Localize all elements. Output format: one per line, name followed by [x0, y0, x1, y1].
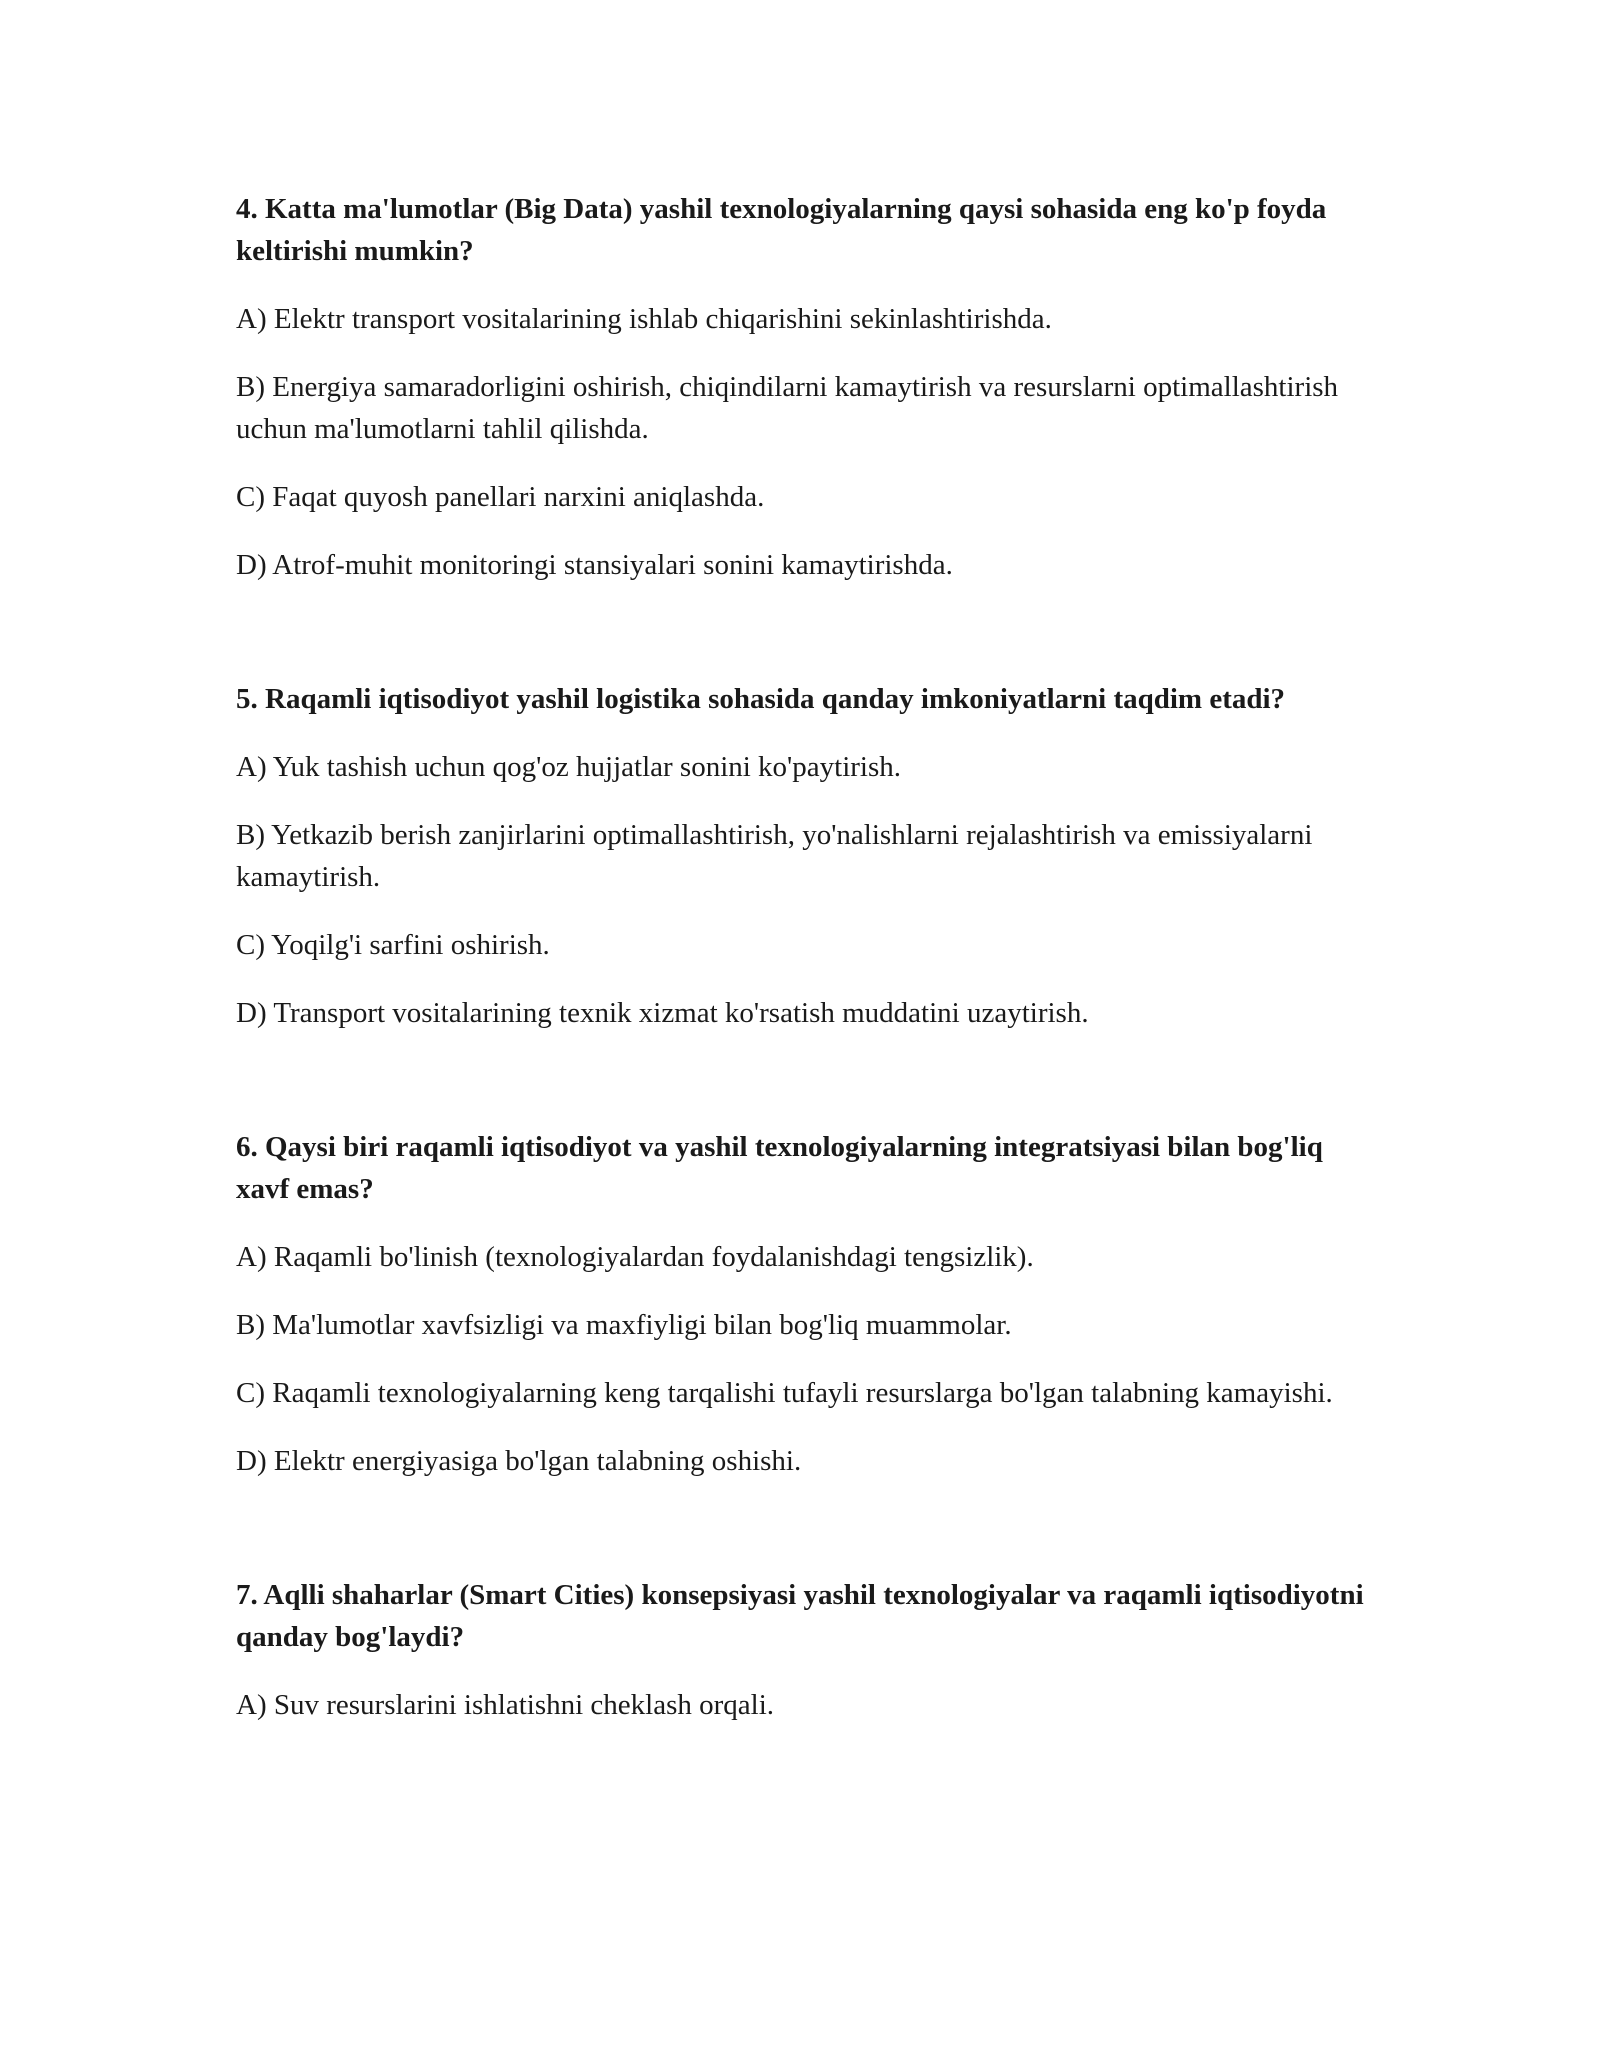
option-d: D) Atrof-muhit monitoringi stansiyalari sonini kamaytirishda. — [236, 549, 953, 581]
option-c: C) Yoqilg'i sarfini oshirish. — [236, 929, 550, 961]
question-block-5 — [236, 678, 1366, 1034]
option-b: B) Ma'lumotlar xavfsizligi va maxfiyligi bilan bog'liq muammolar. — [236, 1309, 1012, 1341]
question-block-6 — [236, 1126, 1366, 1482]
question-block-7 — [236, 1574, 1366, 1726]
option-b: B) Energiya samaradorligini oshirish, chiqindilarni kamaytirish va resurslarni optimallashtirish uchun ma'lumotlarni tahlil qilishda. — [236, 371, 1339, 445]
option-d: D) Transport vositalarining texnik xizmat ko'rsatish muddatini uzaytirish. — [236, 997, 1089, 1029]
question-text: 4. Katta ma'lumotlar (Big Data) yashil texnologiyalarning qaysi sohasida eng ko'p foyda keltirishi mumkin? — [236, 193, 1327, 267]
option-a: A) Yuk tashish uchun qog'oz hujjatlar sonini ko'paytirish. — [236, 751, 902, 783]
document-page — [236, 188, 1366, 1818]
question-text: 7. Aqlli shaharlar (Smart Cities) konsepsiyasi yashil texnologiyalar va raqamli iqtisodiyotni qanday bog'laydi? — [236, 1579, 1364, 1653]
question-text: 6. Qaysi biri raqamli iqtisodiyot va yashil texnologiyalarning integratsiyasi bilan bog'liq xavf emas? — [236, 1131, 1323, 1205]
option-c: C) Faqat quyosh panellari narxini aniqlashda. — [236, 481, 765, 513]
question-text: 5. Raqamli iqtisodiyot yashil logistika sohasida qanday imkoniyatlarni taqdim etadi? — [236, 683, 1286, 715]
option-b: B) Yetkazib berish zanjirlarini optimallashtirish, yo'nalishlarni rejalashtirish va emissiyalarni kamaytirish. — [236, 819, 1313, 893]
option-a: A) Raqamli bo'linish (texnologiyalardan foydalanishdagi tengsizlik). — [236, 1241, 1034, 1273]
option-c: C) Raqamli texnologiyalarning keng tarqalishi tufayli resurslarga bo'lgan talabning kamayishi. — [236, 1377, 1333, 1409]
question-block-4 — [236, 188, 1366, 586]
option-a: A) Suv resurslarini ishlatishni cheklash orqali. — [236, 1689, 775, 1721]
option-a: A) Elektr transport vositalarining ishlab chiqarishini sekinlashtirishda. — [236, 303, 1052, 335]
option-d: D) Elektr energiyasiga bo'lgan talabning oshishi. — [236, 1445, 802, 1477]
